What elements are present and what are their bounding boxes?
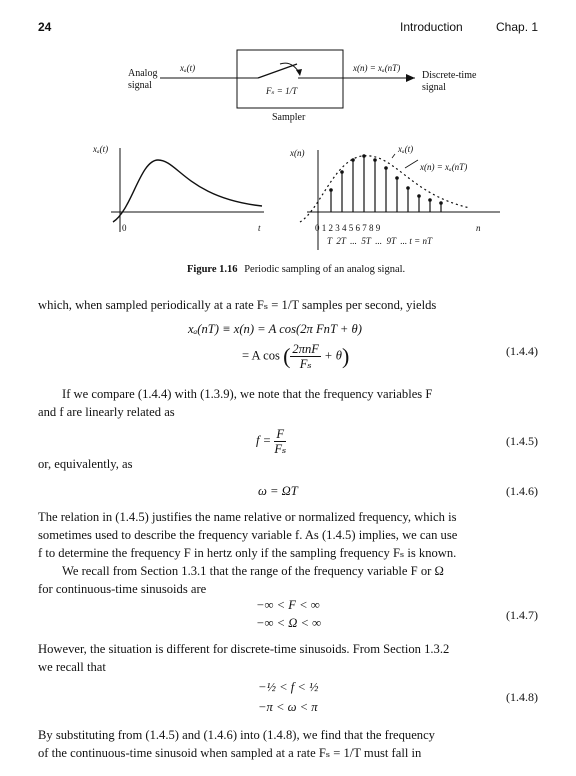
analog-label-2: signal (128, 80, 152, 91)
equation-number-1-4-5: (1.4.5) (506, 434, 538, 448)
switch-arm (258, 64, 297, 78)
running-chapter: Chap. 1 (496, 20, 539, 34)
right-plot-xlabel: n (476, 223, 481, 233)
switch-arrowhead (296, 69, 302, 76)
paragraph-5-line-1: We recall from Section 1.3.1 that the range of the frequency variable F or Ω (62, 564, 444, 578)
equation-1-4-7b: −∞ < Ω < ∞ (256, 616, 322, 630)
left-plot-xlabel: t (258, 223, 261, 233)
paragraph-3: or, equivalently, as (38, 457, 133, 471)
equation-1-4-8a: −½ < f < ½ (258, 680, 319, 694)
sampler-rate-label: Fₛ = 1/T (266, 86, 298, 96)
sampler-label: Sampler (272, 112, 306, 123)
paragraph-7-line-1: By substituting from (1.4.5) and (1.4.6) into (1.4.8), we find that the frequency (38, 728, 435, 742)
output-signal-label: x(n) = xₐ(nT) (353, 63, 401, 73)
output-arrowhead (406, 74, 415, 82)
input-signal-label: xₐ(t) (180, 63, 196, 73)
equation-1-4-7a: −∞ < F < ∞ (256, 598, 320, 612)
right-plot-ylabel: x(n) (290, 148, 305, 158)
paragraph-6-line-2: we recall that (38, 660, 106, 674)
discrete-label-2: signal (422, 82, 446, 93)
equation-number-1-4-4: (1.4.4) (506, 344, 538, 358)
left-plot-ylabel: xₐ(t) (93, 144, 109, 154)
figure-caption (187, 264, 405, 275)
paragraph-4-line-2: sometimes used to describe the frequency variable f. As (1.4.5) implies, we can use (38, 528, 458, 542)
caption-text: Periodic sampling of an analog signal. (244, 264, 406, 275)
equation-number-1-4-7: (1.4.7) (506, 608, 538, 622)
running-section-title: Introduction (400, 20, 463, 34)
equation-1-4-8b: −π < ω < π (258, 700, 318, 714)
left-plot-origin: 0 (122, 223, 127, 233)
paragraph-5-line-2: for continuous-time sinusoids are (38, 582, 207, 596)
paragraph-2-line-1: If we compare (1.4.4) with (1.3.9), we note that the frequency variables F (62, 387, 433, 401)
analog-signal-curve (113, 160, 262, 222)
paragraph-1: which, when sampled periodically at a rate Fₛ = 1/T samples per second, yields (38, 298, 437, 312)
equation-1-4-6: ω = ΩT (258, 484, 298, 498)
equation-1-4-4b: = A cos ( $\frac{\text{2πnF}}{\text{Fₛ}}$ + θ) (242, 342, 350, 371)
right-plot-t-ticks: T 2T ... 5T ... 9T ... t = nT (327, 236, 432, 246)
analog-label-1: Analog (128, 68, 158, 79)
page-number: 24 (38, 20, 52, 34)
equation-1-4-4a: xₐ(nT) ≡ x(n) = A cos(2π FnT + θ) (188, 322, 362, 336)
discrete-label-1: Discrete-time (422, 70, 477, 81)
sample-label-pointer (392, 154, 395, 158)
figure-sampling-diagram (0, 0, 576, 290)
paragraph-2-line-2: and f are linearly related as (38, 405, 175, 419)
curve-label-pointer (405, 160, 418, 168)
equation-1-4-5: f = $\frac{F}{\text{Fₛ}}$ (256, 427, 287, 456)
paragraph-4-line-3: f to determine the frequency F in hertz only if the sampling frequency Fₛ is known. (38, 546, 457, 560)
paragraph-6-line-1: However, the situation is different for discrete-time sinusoids. From Section 1.3.2 (38, 642, 450, 656)
right-plot-n-ticks: 0 1 2 3 4 5 6 7 8 9 (315, 223, 381, 233)
paragraph-4-line-1: The relation in (1.4.5) justifies the name relative or normalized frequency, which is (38, 510, 457, 524)
sampler-box (237, 50, 343, 108)
right-plot-curve-label: xₐ(t) (398, 144, 414, 154)
paragraph-7-line-2: of the continuous-time sinusoid when sampled at a rate Fₛ = 1/T must fall in (38, 746, 422, 760)
equation-number-1-4-8: (1.4.8) (506, 690, 538, 704)
caption-label: Figure 1.16 (187, 264, 238, 275)
right-plot-sample-label: x(n) = xₐ(nT) (420, 162, 468, 172)
equation-number-1-4-6: (1.4.6) (506, 484, 538, 498)
